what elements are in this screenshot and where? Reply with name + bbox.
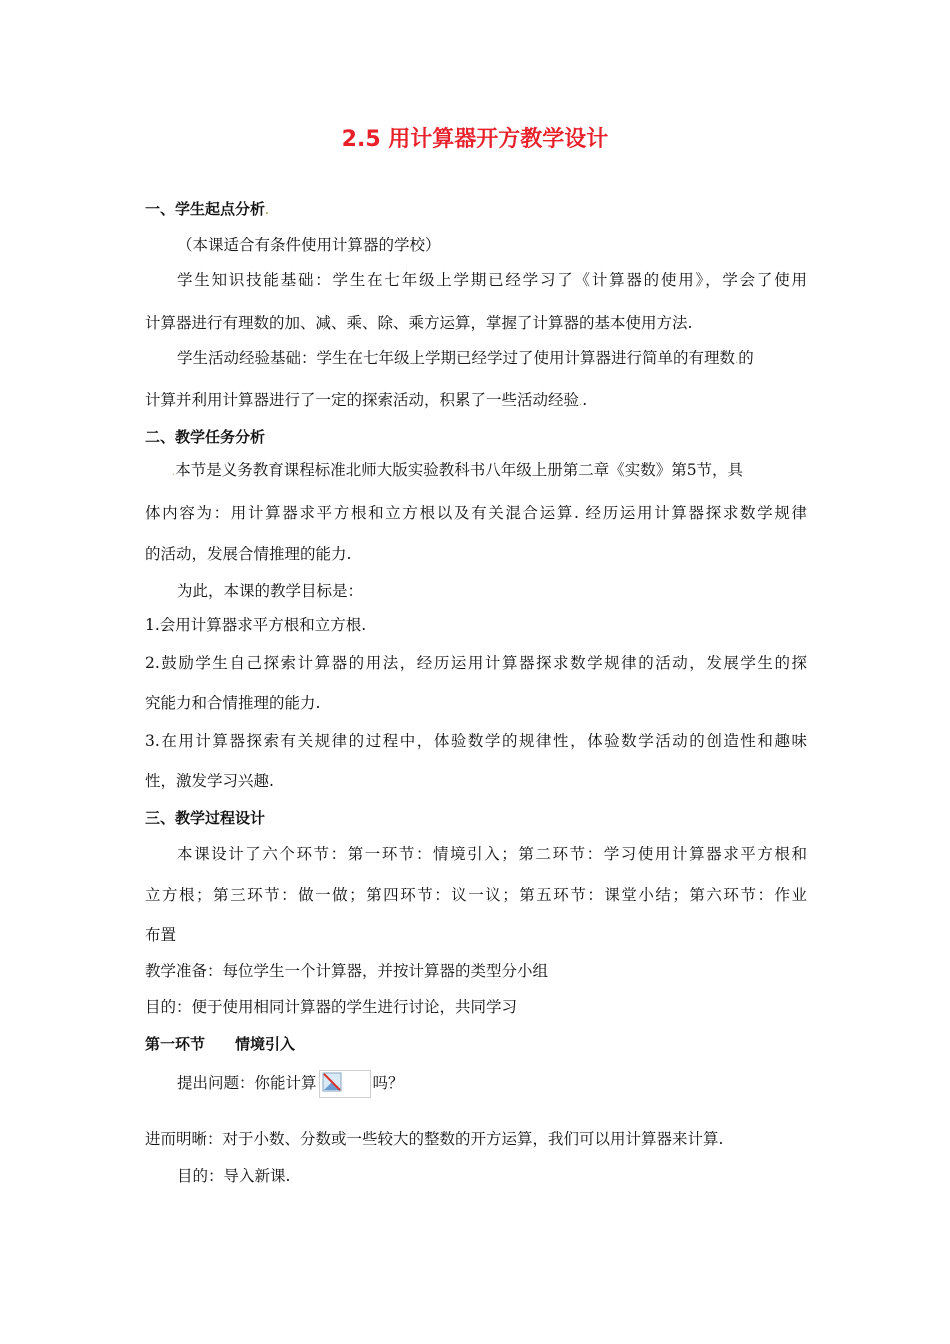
edit-mark-icon: .: [735, 355, 739, 366]
paragraph-line: [177, 347, 807, 372]
paragraph-line: 布置: [145, 926, 177, 944]
document-title: 2.5 用计算器开方教学设计: [341, 127, 609, 152]
goal-item: 1.会用计算器求平方根和立方根.: [145, 616, 367, 634]
paragraph-line: 学生知识技能基础：学生在七年级上学期已经学习了《计算器的使用》，学会了使用: [177, 271, 807, 289]
question-line: [177, 1068, 807, 1098]
clarification-line: 进而明晰：对于小数、分数或一些较大的整数的开方运算，我们可以用计算器来计算.: [145, 1130, 724, 1148]
goal-item-continued: 究能力和合情推理的能力.: [145, 694, 321, 712]
question-text: 提出问题：你能计算: [177, 1074, 317, 1092]
edit-mark-icon: .: [265, 206, 269, 217]
goal-item-continued: 性，激发学习兴趣.: [145, 772, 274, 790]
broken-formula-image-icon: [319, 1070, 371, 1098]
edit-mark-icon: .: [172, 467, 176, 478]
paragraph-text: 的: [738, 349, 754, 367]
section-heading-task-analysis: 二、教学任务分析: [145, 428, 266, 446]
paragraph-line: 的活动，发展合情推理的能力.: [145, 545, 352, 563]
paragraph-line: [145, 389, 807, 414]
paragraph-line: 体内容为：用计算器求平方根和立方根以及有关混合运算. 经历运用计算器探求数学规律: [145, 504, 807, 522]
preparation-purpose: 目的：便于使用相同计算器的学生进行讨论，共同学习: [145, 998, 518, 1016]
paragraph-line: 立方根；第三环节：做一做；第四环节：议一议；第五环节：课堂小结；第六环节：作业: [145, 886, 807, 904]
section-heading-student-analysis: [145, 198, 807, 223]
paragraph-text: 计算并利用计算器进行了一定的探索活动，积累了一些活动经验: [145, 391, 580, 409]
question-text: 吗？: [372, 1074, 404, 1092]
section-heading-process-design: 三、教学过程设计: [145, 809, 266, 827]
teaching-preparation: 教学准备：每位学生一个计算器，并按计算器的类型分小组: [145, 962, 549, 980]
applicability-note: （本课适合有条件使用计算器的学校）: [177, 236, 441, 254]
aim-line: 目的：导入新课.: [177, 1167, 291, 1185]
goals-intro: 为此，本课的教学目标是：: [177, 582, 364, 600]
goal-item: 3.在用计算器探索有关规律的过程中，体验数学的规律性，体验数学活动的创造性和趣味: [145, 732, 807, 750]
stage-one-heading: 第一环节 情境引入: [145, 1035, 296, 1053]
edit-mark-icon: .: [579, 397, 583, 408]
goal-item: 2.鼓励学生自己探索计算器的用法，经历运用计算器探求数学规律的活动，发展学生的探: [145, 654, 807, 672]
paragraph-line: 计算器进行有理数的加、减、乘、除、乘方运算，掌握了计算器的基本使用方法.: [145, 314, 693, 332]
paragraph-line: 本课设计了六个环节：第一环节：情境引入；第二环节：学习使用计算器求平方根和: [177, 845, 807, 863]
paragraph-text: 学生活动经验基础：学生在七年级上学期已经学过了使用计算器进行简单的有理数: [177, 349, 736, 367]
paragraph-line: [172, 459, 807, 484]
paragraph-text: 本节是义务教育课程标准北师大版实验教科书八年级上册第二章《实数》第5节，具: [175, 461, 744, 479]
section-heading-text: 一、学生起点分析: [145, 200, 266, 218]
paragraph-text: .: [582, 391, 588, 409]
